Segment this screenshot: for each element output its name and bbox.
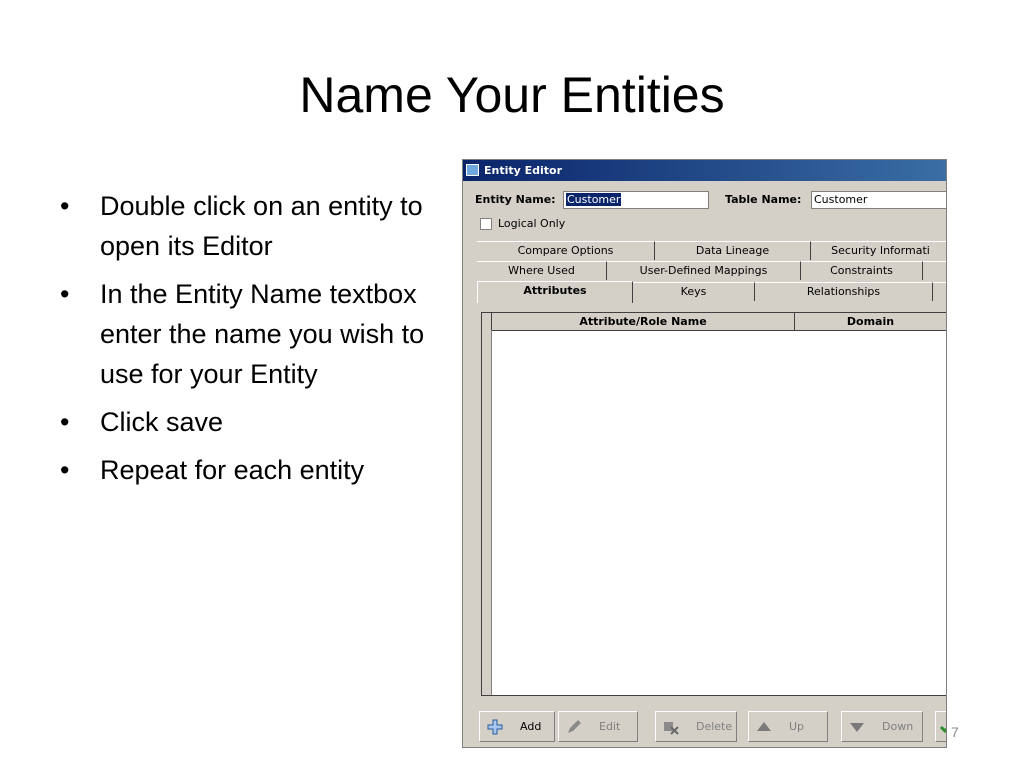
tab-where-used[interactable]: Where Used — [477, 261, 607, 280]
add-icon — [486, 718, 504, 736]
tab-data-lineage[interactable]: Data Lineage — [655, 241, 811, 260]
pencil-icon — [565, 718, 583, 736]
edit-button-label: Edit — [599, 720, 621, 733]
tab-security-information[interactable]: Security Informati — [811, 241, 947, 260]
bullet-item: • In the Entity Name textbox enter the name you wish to use for your Entity — [58, 274, 428, 394]
entity-name-field[interactable] — [563, 191, 709, 209]
column-domain[interactable]: Domain — [795, 313, 947, 330]
up-button-label: Up — [789, 720, 805, 733]
tab-attributes[interactable]: Attributes — [477, 281, 633, 303]
table-name-label: Table Name: — [725, 193, 802, 206]
tab-compare-options[interactable]: Compare Options — [477, 241, 655, 260]
bullet-item: • Repeat for each entity — [58, 450, 428, 490]
down-button-label: Down — [882, 720, 914, 733]
edit-button[interactable] — [558, 711, 638, 742]
slide-title: Name Your Entities — [299, 67, 725, 123]
tab-overflow[interactable] — [923, 261, 947, 280]
dialog-title: Entity Editor — [484, 164, 563, 177]
add-button[interactable] — [479, 711, 555, 742]
logical-only-label: Logical Only — [498, 217, 566, 230]
down-button[interactable] — [841, 711, 923, 742]
tab-overflow-2[interactable] — [933, 282, 947, 301]
tab-constraints[interactable]: Constraints — [801, 261, 923, 280]
entity-name-label: Entity Name: — [475, 193, 556, 206]
bullet-item: • Click save — [58, 402, 428, 442]
logical-only-checkbox[interactable] — [480, 218, 492, 230]
window-icon — [466, 164, 479, 176]
up-button[interactable] — [748, 711, 828, 742]
tab-relationships[interactable]: Relationships — [755, 282, 933, 301]
column-attribute-role-name[interactable]: Attribute/Role Name — [492, 313, 795, 330]
delete-button-label: Delete — [696, 720, 733, 733]
grid-corner — [482, 313, 492, 330]
bullet-item: • Double click on an entity to open its Editor — [58, 186, 428, 266]
save-button[interactable] — [935, 711, 947, 742]
arrow-up-icon — [755, 718, 773, 736]
page-number: 7 — [951, 724, 959, 740]
checkmark-icon — [939, 718, 947, 736]
entity-editor-dialog — [462, 159, 947, 748]
row-gutter — [482, 330, 492, 695]
delete-icon — [662, 718, 680, 736]
tab-keys[interactable]: Keys — [633, 282, 755, 301]
dialog-titlebar[interactable] — [463, 160, 946, 181]
table-name-value: Customer — [814, 193, 868, 206]
entity-name-value: Customer — [567, 193, 621, 206]
bullet-list — [58, 186, 428, 498]
arrow-down-icon — [848, 718, 866, 736]
tab-user-defined-mappings[interactable]: User-Defined Mappings — [607, 261, 801, 280]
grid-header — [482, 313, 947, 331]
attributes-grid[interactable] — [481, 312, 947, 696]
delete-button[interactable] — [655, 711, 737, 742]
add-button-label: Add — [520, 720, 542, 733]
table-name-field[interactable] — [811, 191, 947, 209]
